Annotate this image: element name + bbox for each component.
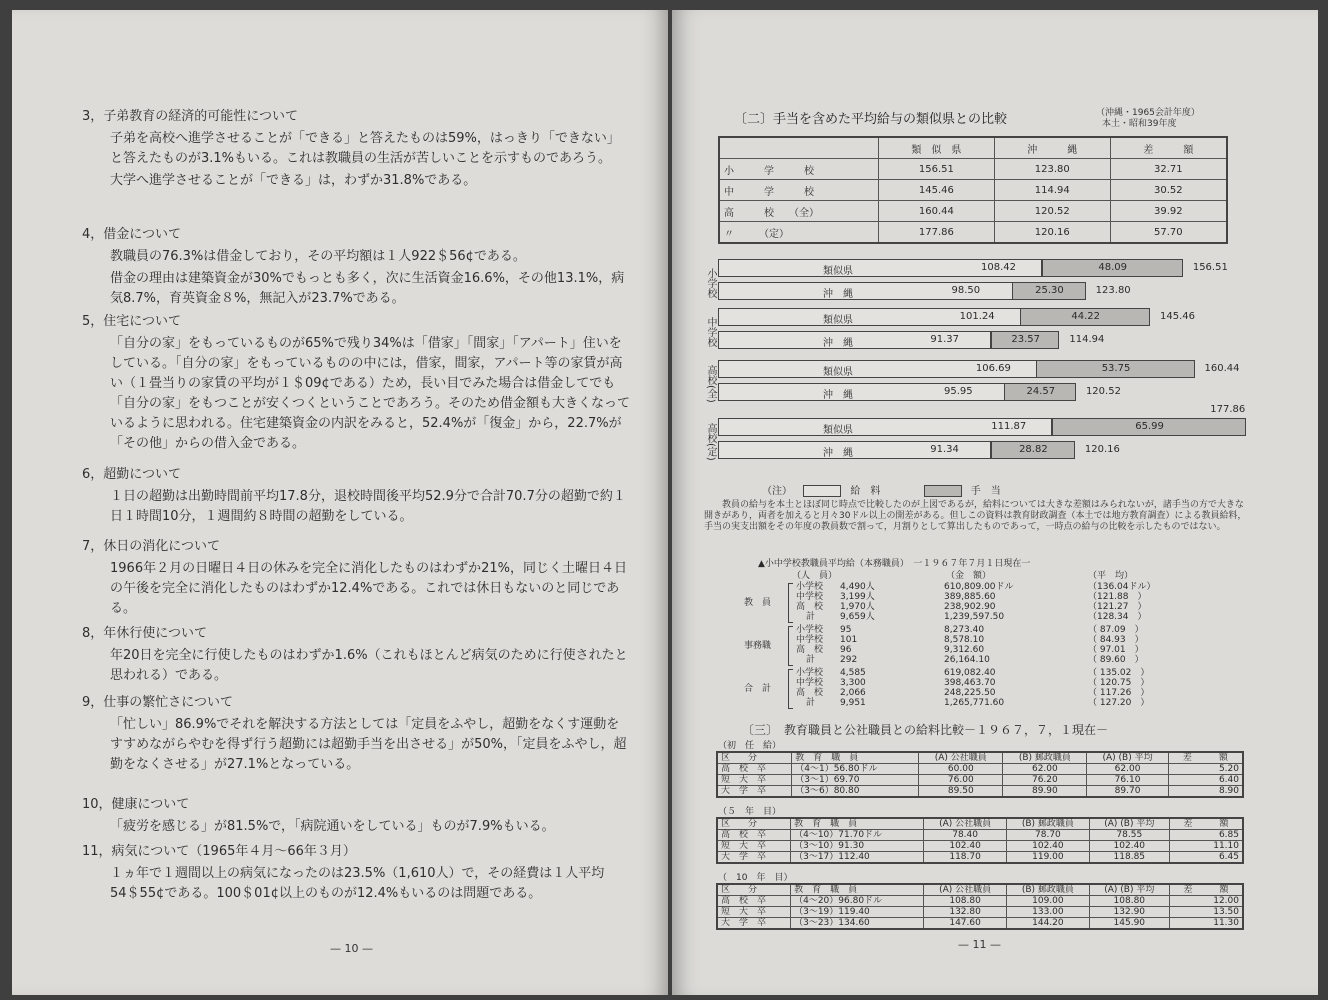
table-cell: 76.20 [1003,775,1087,786]
table-cell: 102.40 [924,841,1007,852]
section-6 [82,465,642,527]
section-paragraph: 大学へ進学させることが「できる」は，わずか31.8%である。 [110,173,477,188]
avg-cell: 計 [806,655,816,665]
avg-cell: 中学校 [796,678,824,688]
segment-divider [1012,283,1014,299]
table-cell: 102.40 [1006,841,1089,852]
avg-cell: 2,066 [840,688,866,698]
section-5 [82,312,642,454]
table-header: (B) 郵政職員 [1006,884,1089,896]
table-row [717,752,1243,764]
bar-series-label: 類似県 [823,315,853,326]
table-cell: 30.52 [1110,180,1227,201]
table-header: 区 分 [717,752,792,764]
salary-compare-table [716,883,1244,930]
table-row [719,180,1227,201]
table-cell: 78.55 [1089,830,1169,841]
allowance-value: 24.57 [1026,386,1056,397]
left-page [12,10,668,995]
avg-salary-title: ▲小中学校教職員平均給（本務職員） 一１９６７年７月１日現在一 [758,559,1031,569]
salary-value: 108.42 [981,262,1016,273]
avg-cell: 4,490人 [840,582,875,592]
legend-salary-swatch [803,485,841,497]
table-row [717,841,1243,852]
table-cell: 5.20 [1168,764,1243,775]
avg-cell: 398,463.70 [944,678,996,688]
table-header: 差 額 [1168,752,1243,764]
avg-cell: 248,225.50 [944,688,996,698]
table-row [717,896,1243,907]
table-cell: 89.90 [1003,786,1087,798]
salary-value: 111.87 [991,421,1027,432]
total-value: 156.51 [1192,262,1228,273]
table-cell: （3～17）112.40 [791,852,924,864]
bar-similar-pref [718,308,1150,326]
table-cell: 76.00 [919,775,1003,786]
avg-col-header: （平 均） [1088,571,1134,581]
table-header: 沖 縄 [994,137,1110,159]
avg-cell: 3,199人 [840,592,875,602]
bar-okinawa [718,331,1059,349]
table-cell: 120.16 [994,222,1110,244]
section-paragraph: 「自分の家」をもっているものが65%で残り34%は「借家」「間家」「アパート」住いをしている。「自分の家」をもっているものの中には，借家，間家，アパート等の家賃が高い（１畳当りの家賃の平均が１＄09¢である）ため，長い目でみた場合は借金してでも「自分の家」をもつことが安くつくということであろう。そのため借金額も大きくなっているように思われる。住宅建築資金の内訳をみると，52.4%が「復金」から，22.7%が「その他」からの借入金である。 [110,336,631,451]
section-paragraph: 借金の理由は建築資金が30%でもっとも多く，次に生活資金16.6%，その他13.1%，病気8.7%，育英資金８%，無記入が23.7%である。 [110,271,625,306]
table-row [717,852,1243,864]
table-cell: 109.00 [1006,896,1089,907]
avg-col-header: （人 員） [792,571,838,581]
avg-cell: （ 84.93 ） [1088,635,1144,645]
section-heading: 6，超勤について [82,467,182,482]
bar-okinawa [718,441,1075,459]
table-cell: 〃 （定） [719,222,879,244]
table-cell: 中 学 校 [719,180,879,201]
table-cell: 11.10 [1169,841,1243,852]
avg-cell: 9,312.60 [944,645,985,655]
segment-divider [1041,260,1043,276]
avg-cell: （ 117.26 ） [1088,688,1150,698]
segment-divider [990,332,992,348]
avg-cell: 小学校 [796,582,824,592]
table-cell: 114.94 [994,180,1110,201]
explanation-paragraph: 教員の給与を本土とほぼ同じ時点で比較したのが上図であるが，給料については大きな差額はみられないが，諸手当の方で大きな開きがあり，両者を加えると月々30ドル以上の開差がある。但しこの資料は教育財政調査（本土では地方教育調査）による教員給料，手当の実支出額をその年度の教員数で割って，月割りとして算出したものであって，一時点の給与の比較を示したものではない。 [704,500,1247,532]
section-heading: 8，年休行使について [82,626,208,641]
section-paragraph: 教職員の76.3%は借金しており，その平均額は１人922＄56¢である。 [110,249,526,264]
allowance-value: 65.99 [1135,421,1164,432]
total-value: 114.94 [1069,334,1105,345]
avg-cell: 238,902.90 [944,602,996,612]
section3-title [742,721,1108,738]
bar-okinawa [718,383,1076,401]
table-cell: 78.40 [924,830,1007,841]
section-7 [82,537,642,619]
salary-value: 101.24 [959,311,995,322]
total-value: 123.80 [1095,285,1131,296]
table-header: 類 似 県 [879,137,995,159]
allowance-value: 28.82 [1019,444,1048,455]
avg-cell: 高 校 [796,645,824,655]
total-value: 145.46 [1160,311,1196,322]
avg-cell: 計 [806,612,816,622]
table-cell: （3～1）69.70 [792,775,919,786]
table-cell: 132.90 [1089,907,1169,918]
table-cell: 89.70 [1087,786,1168,798]
allowance-value: 53.75 [1101,363,1131,374]
section-heading: 4，借金について [82,227,182,242]
table-header: 区 分 [717,884,791,896]
section-paragraph: 年20日を完全に行使したものはわずか1.6%（これもほとんど病気のために行使されたと思われる）である。 [110,648,628,683]
avg-cell: 小学校 [796,668,824,678]
table-cell: 123.80 [994,159,1110,180]
section-paragraph: １ヵ年で１週間以上の病気になったのは23.5%（1,610人）で，その経費は１人平均54＄55¢である。100＄01¢以上のものが12.4%もいるのは問題である。 [110,866,605,901]
avg-cell: 1,265,771.60 [944,698,1005,708]
table-header: (B) 郵政職員 [1006,818,1089,830]
section3-date: －１９６７，７，１現在－ [964,723,1109,737]
section-10 [82,795,642,837]
group-bracket [788,583,793,623]
section-paragraph: 「疲労を感じる」が81.5%で，「病院通いをしている」ものが7.9%もいる。 [110,819,555,834]
section-heading: 7，休日の消化について [82,539,221,554]
avg-cell: （ 127.20 ） [1088,698,1150,708]
table-cell: 119.00 [1006,852,1089,864]
table-cell: 大 学 卒 [717,852,791,864]
salary-table-label: （ 10 年 目） [718,873,793,883]
table-cell: 39.92 [1110,201,1227,222]
legend-note: （注） [762,486,792,497]
table-cell: 高 校 卒 [717,896,791,907]
salary-table-label: （５ 年 目） [718,807,782,817]
table-row [717,830,1243,841]
section-paragraph: 子弟を高校へ進学させることが「できる」と答えたものは59%，はっきり「できない」と答えたものが3.1%もいる。これは教職員の生活が苦しいことを示すものであろう。 [110,131,620,166]
avg-cell: 292 [840,655,858,665]
table-cell: 短 大 卒 [717,841,791,852]
avg-cell: 9,951 [840,698,866,708]
table-cell: 108.80 [924,896,1007,907]
avg-cell: （121.27 ） [1088,602,1147,612]
table-header [719,137,879,159]
legend-allowance-label: 手 当 [970,486,1001,497]
avg-col-header: （金 額） [946,571,992,581]
avg-cell: （ 97.01 ） [1088,645,1144,655]
table-header: (A) (B) 平均 [1089,818,1169,830]
table-row [719,222,1227,244]
bar-series-label: 沖 縄 [823,289,853,300]
table-cell: 短 大 卒 [717,775,792,786]
bar-series-label: 類似県 [823,425,853,436]
table-header: 教 育 職 員 [791,884,924,896]
avg-cell: （121.88 ） [1088,592,1147,602]
comparison-table [718,136,1228,244]
salary-value: 91.34 [930,444,959,455]
section2-title: 〔二〕手当を含めた平均給与の類似県との比較 [734,112,1008,127]
table-cell: （4～20）96.80ドル [791,896,924,907]
avg-cell: （128.34 ） [1088,612,1147,622]
table-cell: 89.50 [919,786,1003,798]
table-cell: 32.71 [1110,159,1227,180]
avg-cell: 619,082.40 [944,668,996,678]
salary-table-label: （初 任 給） [718,741,782,751]
avg-cell: 計 [806,698,816,708]
table-cell: （4～10）71.70ドル [791,830,924,841]
section-8 [82,624,642,686]
table-cell: （3～19）119.40 [791,907,924,918]
avg-cell: 389,885.60 [944,592,996,602]
table-cell: 145.90 [1089,918,1169,930]
section-4 [82,225,642,309]
category-label: 中学校 [705,317,716,347]
table-cell: 177.86 [879,222,995,244]
table-row [717,775,1243,786]
bar-series-label: 沖 縄 [823,390,853,401]
table-cell: 160.44 [879,201,995,222]
allowance-value: 44.22 [1071,311,1100,322]
section-paragraph: 1966年２月の日曜日４日の休みを完全に消化したものはわずか21%，同じく土曜日４日の午後を完全に消化したものはわずか12.4%である。これでは休日もないのと同じである。 [110,561,627,616]
table-cell: 156.51 [879,159,995,180]
section-heading: 11，病気について（1965年４月～66年３月） [82,844,356,859]
avg-cell: 1,970人 [840,602,875,612]
right-page-number: — 11 — [958,938,1001,951]
section-heading: 10，健康について [82,797,190,812]
avg-cell: 中学校 [796,635,824,645]
table-cell: 高 校 卒 [717,830,791,841]
table-cell: 大 学 卒 [717,786,792,798]
table-cell: （4～1）56.80ドル [792,764,919,775]
avg-group-label: 事務職 [744,641,772,651]
category-label: 小学校 [705,268,716,298]
table-header: 差 額 [1110,137,1227,159]
table-cell: 6.85 [1169,830,1243,841]
section2-note-2: 本土・昭和39年度 [1102,119,1177,129]
legend-salary-label: 給 料 [850,486,881,497]
total-value: 120.16 [1084,444,1120,455]
table-header: (B) 郵政職員 [1003,752,1087,764]
table-row [719,137,1227,159]
table-cell: 120.52 [994,201,1110,222]
total-value: 120.52 [1085,386,1121,397]
avg-cell: 95 [840,625,852,635]
table-cell: 62.00 [1003,764,1087,775]
table-cell: 12.00 [1169,896,1243,907]
table-cell: 144.20 [1006,918,1089,930]
table-cell: 62.00 [1087,764,1168,775]
avg-cell: 610,809.00ドル [944,582,1014,592]
salary-compare-table [716,751,1244,798]
avg-cell: 8,578.10 [944,635,985,645]
avg-cell: （ 135.02 ） [1088,668,1150,678]
bar-series-label: 沖 縄 [823,338,853,349]
section-paragraph: 「忙しい」86.9%でそれを解決する方法としては「定員をふやし，超勤をなくす運動をすすめながらやむを得ず行う超勤には超勤手当を出させる」が50%，「定員をふやし，超勤をなくさせる」が27.1%となっている。 [110,717,627,772]
salary-value: 91.37 [930,334,959,345]
section-heading: 9，仕事の繁忙さについて [82,695,234,710]
chart-legend [762,482,1001,497]
section-11 [82,842,642,904]
avg-cell: 101 [840,635,858,645]
table-row [717,764,1243,775]
section-paragraph: １日の超勤は出勤時間前平均17.8分，退校時間後平均52.9分で合計70.7分の超勤で約１日１時間10分，１週間約８時間の超勤をしている。 [110,489,626,524]
section-9 [82,693,642,775]
table-header: 差 額 [1169,884,1243,896]
table-cell: 118.85 [1089,852,1169,864]
avg-group-label: 合 計 [744,684,772,694]
avg-cell: 小学校 [796,625,824,635]
allowance-value: 25.30 [1035,285,1064,296]
section-heading: 5，住宅について [82,314,182,329]
section-3 [82,107,642,191]
table-header: (A) 公社職員 [919,752,1003,764]
table-cell: 145.46 [879,180,995,201]
salary-value: 98.50 [951,285,981,296]
right-page [672,10,1318,995]
salary-value: 106.69 [975,363,1011,374]
bar-similar-pref [718,259,1183,277]
table-header: 教 育 職 員 [792,752,919,764]
category-label: 高校(定) [705,423,716,461]
table-header: (A) (B) 平均 [1089,884,1169,896]
table-cell: 76.10 [1087,775,1168,786]
group-bracket [788,669,793,709]
table-cell: 8.90 [1168,786,1243,798]
total-value: 160.44 [1204,363,1240,374]
segment-divider [1020,309,1022,325]
table-cell: 大 学 卒 [717,918,791,930]
avg-cell: 26,164.10 [944,655,990,665]
table-row [717,907,1243,918]
category-label: 高校(全) [705,365,716,403]
table-cell: 60.00 [919,764,1003,775]
salary-compare-table [716,817,1244,864]
table-header: 差 額 [1169,818,1243,830]
table-row [717,818,1243,830]
group-bracket [788,626,793,666]
segment-divider [1051,419,1053,435]
table-cell: 102.40 [1089,841,1169,852]
table-header: (A) 公社職員 [924,884,1007,896]
table-header: (A) 公社職員 [924,818,1007,830]
segment-divider [1004,384,1006,400]
section3-title-text: 〔三〕 教育職員と公社職員との給料比較 [742,723,965,737]
table-cell: 高 校 卒 [717,764,792,775]
allowance-value: 48.09 [1098,262,1128,273]
bar-series-label: 類似県 [823,367,853,378]
avg-cell: 3,300 [840,678,866,688]
avg-cell: 96 [840,645,852,655]
bar-series-label: 沖 縄 [823,448,853,459]
avg-cell: （136.04ドル） [1088,582,1156,592]
table-cell: 11.30 [1169,918,1243,930]
table-row [719,201,1227,222]
bar-similar-pref [718,360,1195,378]
table-row [717,918,1243,930]
segment-divider [1036,361,1038,377]
table-header: (A) (B) 平均 [1087,752,1168,764]
table-cell: 133.00 [1006,907,1089,918]
table-row [717,884,1243,896]
table-cell: 6.40 [1168,775,1243,786]
section2-note-1: （沖縄・1965会計年度） [1096,108,1200,118]
section-heading: 3，子弟教育の経済的可能性について [82,109,299,124]
avg-cell: 1,239,597.50 [944,612,1005,622]
table-cell: （3～10）91.30 [791,841,924,852]
total-value: 177.86 [1210,404,1246,415]
left-page-number: — 10 — [330,942,373,955]
avg-cell: （ 89.60 ） [1088,655,1144,665]
avg-cell: 高 校 [796,602,824,612]
table-cell: 短 大 卒 [717,907,791,918]
table-row [717,786,1243,798]
table-cell: 118.70 [924,852,1007,864]
table-cell: （3～23）134.60 [791,918,924,930]
bar-series-label: 類似県 [823,266,853,277]
table-cell: （3～6）80.80 [792,786,919,798]
table-header: 区 分 [717,818,791,830]
avg-cell: 9,659人 [840,612,875,622]
table-cell: 高 校 （全） [719,201,879,222]
avg-cell: 高 校 [796,688,824,698]
table-cell: 57.70 [1110,222,1227,244]
legend-allowance-swatch [924,485,962,497]
table-header: 教 育 職 員 [791,818,924,830]
table-cell: 13.50 [1169,907,1243,918]
allowance-value: 23.57 [1011,334,1040,345]
table-cell: 108.80 [1089,896,1169,907]
avg-cell: 4,585 [840,668,866,678]
table-row [719,159,1227,180]
avg-cell: 8,273.40 [944,625,985,635]
avg-cell: 中学校 [796,592,824,602]
salary-value: 95.95 [943,386,973,397]
avg-cell: （ 87.09 ） [1088,625,1144,635]
bar-okinawa [718,282,1086,300]
table-cell: 6.45 [1169,852,1243,864]
segment-divider [990,442,992,458]
avg-cell: （ 120.75 ） [1088,678,1150,688]
bar-similar-pref [718,418,1246,436]
table-cell: 147.60 [924,918,1007,930]
table-cell: 132.80 [924,907,1007,918]
table-cell: 小 学 校 [719,159,879,180]
table-cell: 78.70 [1006,830,1089,841]
avg-group-label: 教 員 [744,598,772,608]
